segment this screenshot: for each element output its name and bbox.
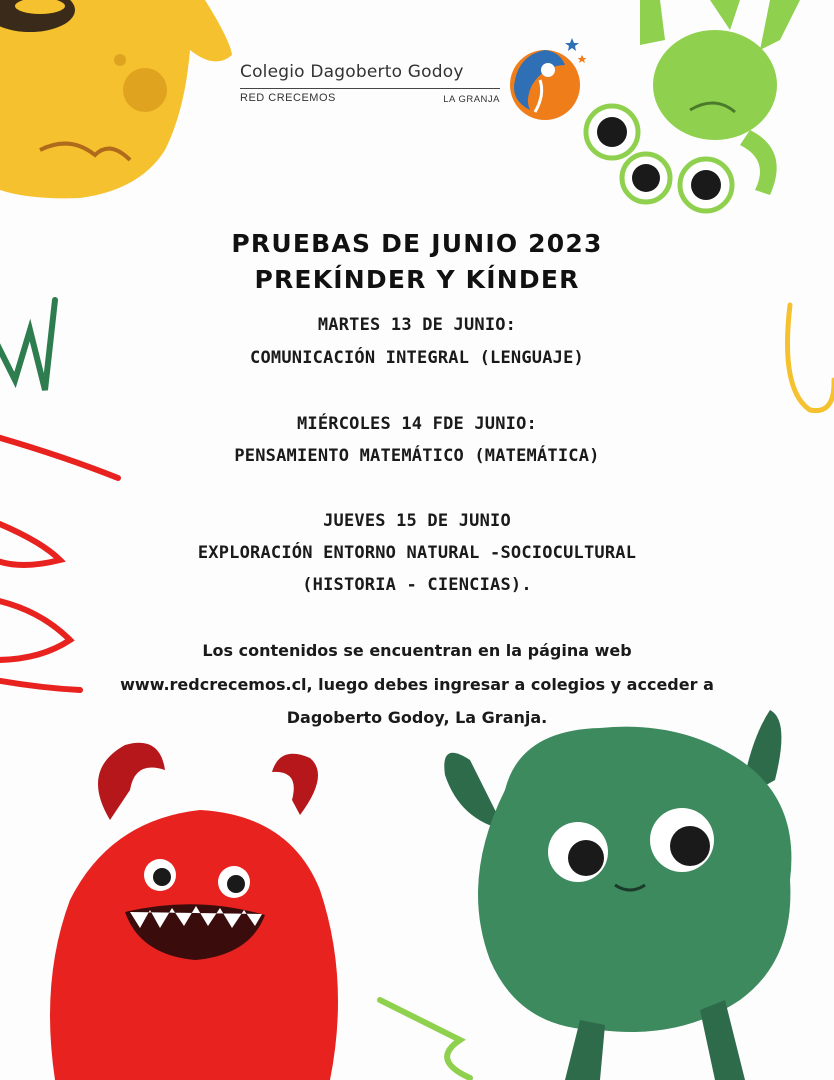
website-note: www.redcrecemos.cl, luego debes ingresar a colegios y acceder a: [120, 675, 714, 694]
schedule-subject: (HISTORIA - CIENCIAS).: [302, 575, 532, 595]
yellow-monster-illustration: [0, 0, 232, 198]
green-monster-illustration: [586, 0, 800, 211]
teal-monster-illustration: [444, 710, 791, 1080]
school-header: [240, 62, 500, 105]
page-title: PRUEBAS DE JUNIO 2023: [231, 229, 603, 258]
schedule-day: JUEVES 15 DE JUNIO: [323, 511, 511, 531]
schedule-day: MARTES 13 DE JUNIO:: [317, 315, 517, 335]
schedule-subject: PENSAMIENTO MATEMÁTICO (MATEMÁTICA): [234, 446, 600, 466]
page-subtitle: PREKÍNDER Y KÍNDER: [254, 265, 580, 294]
school-logo-icon: [510, 38, 587, 120]
schedule-subject: COMUNICACIÓN INTEGRAL (LENGUAJE): [250, 348, 584, 368]
schedule-day: MIÉRCOLES 14 FDE JUNIO:: [296, 414, 537, 434]
note-line: Los contenidos se encuentran en la página web: [202, 641, 632, 660]
schedule-subject: EXPLORACIÓN ENTORNO NATURAL -SOCIOCULTURAL: [197, 543, 637, 563]
school-location: LA GRANJA: [443, 94, 500, 105]
red-monster-illustration: [50, 743, 338, 1080]
note-line: Dagoberto Godoy, La Granja.: [286, 708, 548, 727]
network-name: RED CRECEMOS: [240, 92, 336, 104]
school-name: Colegio Dagoberto Godoy: [240, 62, 500, 89]
